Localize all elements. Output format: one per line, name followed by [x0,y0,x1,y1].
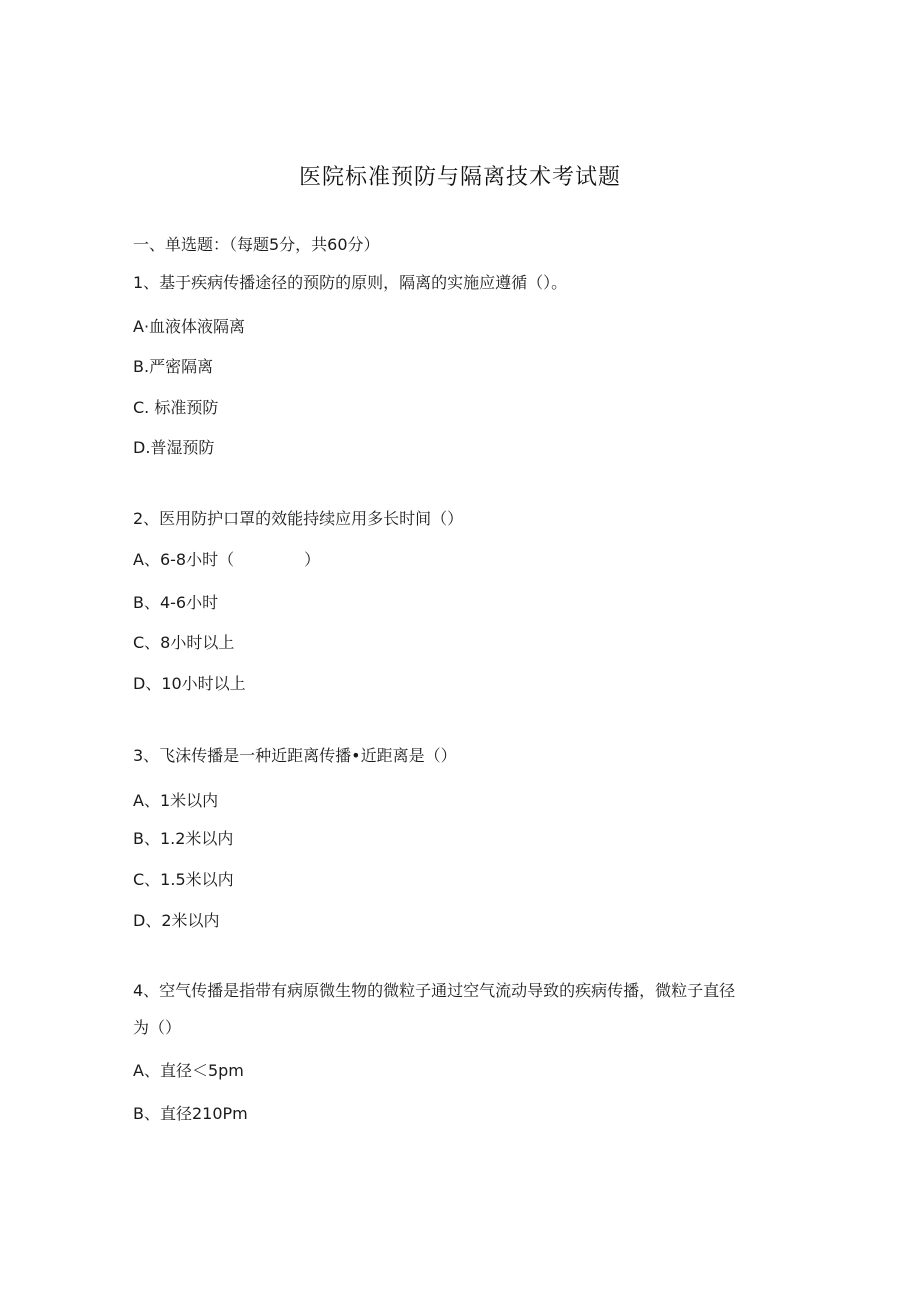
question-1-option-c[interactable]: C. 标准预防 [133,398,219,417]
question-1-option-a[interactable]: A·血液体液隔离 [133,317,246,336]
question-2-option-b[interactable]: B、4-6小时 [133,593,219,612]
question-3-stem: 3、飞沫传播是一种近距离传播•近距离是（） [133,746,457,765]
question-3-option-b[interactable]: B、1.2米以内 [133,829,234,848]
question-3-option-d[interactable]: D、2米以内 [133,911,220,930]
question-1-option-b[interactable]: B.严密隔离 [133,357,214,376]
page-title: 医院标准预防与隔离技术考试题 [298,165,621,190]
question-4-stem-line-1: 4、空气传播是指带有病原微生物的微粒子通过空气流动导致的疾病传播，微粒子直径 [133,981,736,1000]
question-2-option-a[interactable] [133,547,320,570]
question-2-option-d[interactable]: D、10小时以上 [133,674,246,693]
question-4-option-b[interactable]: B、直径210Pm [133,1104,248,1123]
question-1-stem: 1、基于疾病传播途径的预防的原则，隔离的实施应遵循（）。 [133,273,568,292]
question-4-option-a[interactable]: A、直径＜5pm [133,1061,244,1080]
question-4-stem-line-2: 为（） [133,1018,182,1037]
question-1-option-d[interactable]: D.普湿预防 [133,438,215,457]
question-2-option-c[interactable]: C、8小时以上 [133,633,235,652]
section-heading: 一、单选题：（每题5分，共60分） [133,235,380,254]
question-2-option-a-text: A、6-8小时（ [133,550,235,569]
question-2-option-a-close: ） [304,550,321,569]
question-2-stem: 2、医用防护口罩的效能持续应用多长时间（） [133,509,464,528]
question-3-option-a[interactable]: A、1米以内 [133,791,219,810]
question-3-option-c[interactable]: C、1.5米以内 [133,870,234,889]
